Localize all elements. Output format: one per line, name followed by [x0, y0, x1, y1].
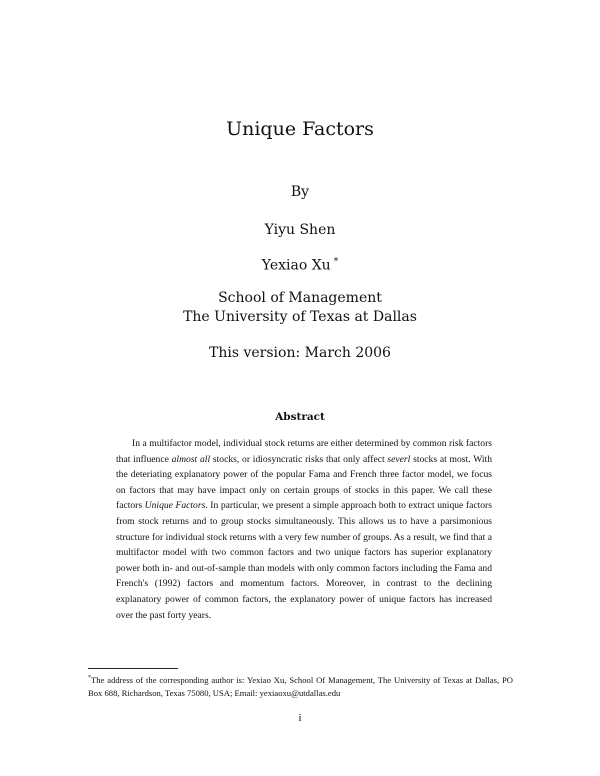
page-number: i [298, 712, 302, 724]
abstract-text: In a multifactor model, individual stock returns are either determined by common risk factors that influence [116, 438, 492, 465]
abstract-paragraph [116, 436, 492, 623]
author-name-text: Yexiao Xu [261, 257, 331, 274]
footnote-marker: * [333, 257, 339, 267]
author-name-text: Yiyu Shen [264, 222, 336, 238]
author-name [0, 257, 600, 274]
abstract-text: stocks, or idiosyncratic risks that only affect [210, 453, 388, 465]
author-name [0, 222, 600, 238]
by-line: By [290, 184, 310, 200]
version-date: This version: March 2006 [209, 345, 391, 361]
affiliation-line: The University of Texas at Dallas [183, 309, 417, 325]
abstract-emphasis: Unique Factors [144, 500, 206, 512]
abstract-heading: Abstract [275, 411, 325, 423]
abstract-text: . In particular, we present a simple approach both to extract unique factors from stock returns and to group stocks simultaneously. This allows us to have a parsimonious structure for individual stock returns with a very few number of groups. As a result, we find that a multifactor model with two common factors and two unique factors has superior explanatory power both in- and out-of-sample than models with only common factors including the Fama and French's (1992) factors and momentum factors. Moreover, in contrast to the declining explanatory power of common factors, the explanatory power of unique factors has increased over the past forty years. [116, 500, 492, 621]
abstract-body [116, 436, 492, 623]
affiliation-line: School of Management [218, 290, 382, 306]
paper-title: Unique Factors [226, 118, 374, 140]
abstract-text: stocks at most. With the deteriating explanatory power of the popular Fama and French three factor model, we focus on factors that may have impact only on certain groups of stocks in this paper. We call these factors [116, 453, 492, 512]
footnote [88, 672, 513, 701]
abstract-emphasis: severl [387, 453, 411, 465]
abstract-emphasis: almost all [171, 453, 211, 465]
footnote-text: The address of the corresponding author is: Yexiao Xu, School Of Management, The University of Texas at Dallas, PO Box 688, Richardson, Texas 75080, USA; Email: yexiaoxu@utdallas.edu [88, 674, 513, 699]
footnote-divider [88, 668, 178, 669]
footnote-marker: * [88, 675, 91, 681]
